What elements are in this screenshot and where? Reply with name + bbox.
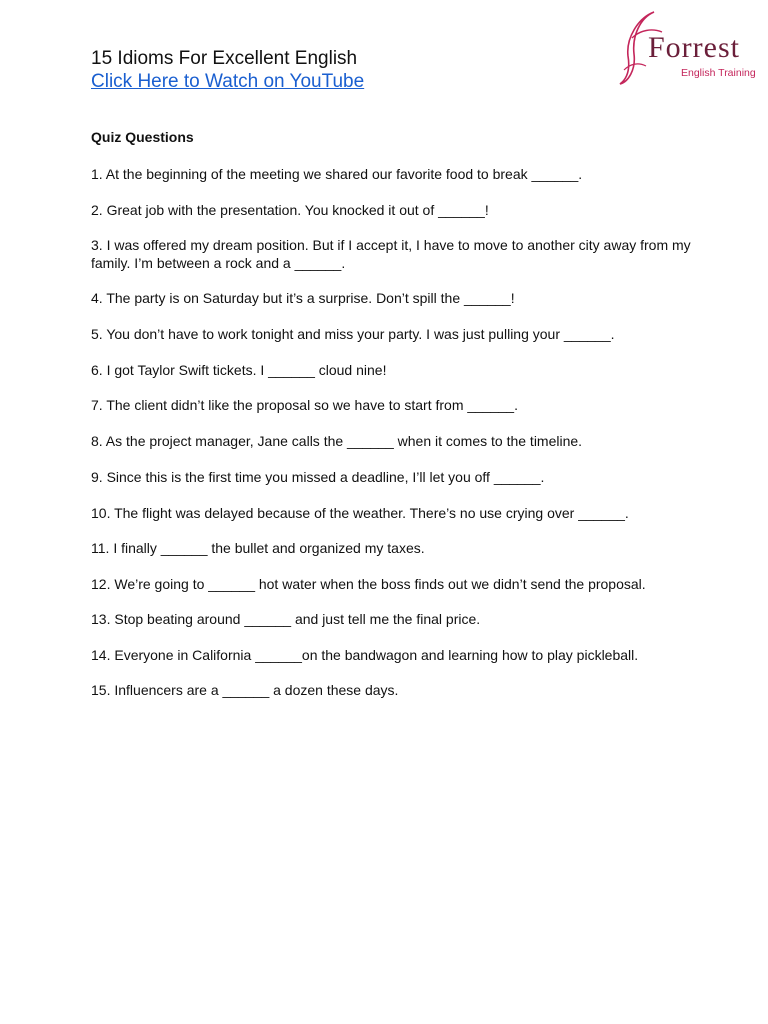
- page-title: 15 Idioms For Excellent English: [91, 48, 358, 69]
- question-6: 6. I got Taylor Swift tickets. I ______ cloud nine!: [91, 361, 387, 378]
- question-14: 14. Everyone in California ______on the bandwagon and learning how to play pickleball.: [91, 646, 639, 663]
- question-2: 2. Great job with the presentation. You knocked it out of ______!: [91, 201, 489, 218]
- logo-wordmark: Forrest: [648, 31, 740, 64]
- question-5: 5. You don’t have to work tonight and miss your party. I was just pulling your ______.: [91, 326, 615, 343]
- logo-subtitle: English Training: [681, 67, 756, 79]
- question-4: 4. The party is on Saturday but it’s a surprise. Don’t spill the ______!: [91, 290, 515, 307]
- quiz-question-list: [91, 165, 691, 716]
- question-3: 3. I was offered my dream position. But if I accept it, I have to move to another city away from my family. I’m between a rock and a ______.: [91, 237, 691, 272]
- question-7: 7. The client didn’t like the proposal so we have to start from ______.: [91, 397, 518, 414]
- question-8: 8. As the project manager, Jane calls the ______ when it comes to the timeline.: [91, 433, 583, 450]
- question-15: 15. Influencers are a ______ a dozen these days.: [91, 681, 399, 698]
- quiz-heading: Quiz Questions: [91, 129, 194, 145]
- question-12: 12. We’re going to ______ hot water when the boss finds out we didn’t send the proposal.: [91, 575, 646, 592]
- question-13: 13. Stop beating around ______ and just tell me the final price.: [91, 610, 481, 627]
- question-11: 11. I finally ______ the bullet and organized my taxes.: [91, 540, 425, 557]
- question-1: 1. At the beginning of the meeting we shared our favorite food to break ______.: [91, 166, 583, 182]
- question-10: 10. The flight was delayed because of the weather. There’s no use crying over ______.: [91, 504, 629, 521]
- question-9: 9. Since this is the first time you missed a deadline, I’ll let you off ______.: [91, 468, 545, 485]
- youtube-link[interactable]: Click Here to Watch on YouTube: [91, 71, 365, 92]
